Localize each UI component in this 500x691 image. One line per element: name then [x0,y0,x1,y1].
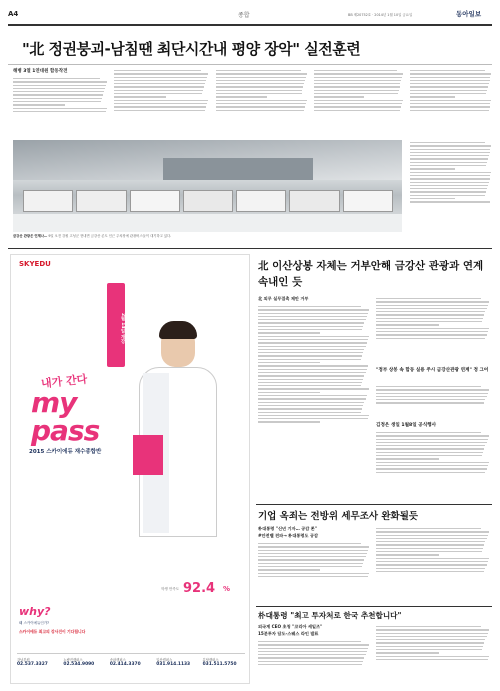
greeked-text-line [376,541,485,542]
greeked-text-line [114,73,208,74]
edition-info: BB 제20752호 · 2014년 1월 10일 금요일 [348,13,413,17]
greeked-text-line [376,629,489,630]
greeked-text-line [258,369,367,370]
greeked-text-line [13,94,103,95]
greeked-text-line [376,308,487,309]
greeked-text-line [376,652,439,653]
lead-col-3 [216,68,308,138]
campus-item: 일산캠퍼스 031.914.1133 [156,658,191,667]
greeked-text-line [258,412,361,413]
greeked-text-line [258,559,364,560]
greeked-text-line [410,182,489,183]
greeked-text-line [216,77,306,78]
greeked-text-line [314,110,400,111]
greeked-text-line [314,103,402,104]
mid-rule [8,248,492,249]
greeked-text-line [114,77,207,78]
ad-campus-list [17,653,245,679]
greeked-text-line [410,201,490,202]
article2-col-2a [376,296,490,366]
greeked-text-line [376,458,439,459]
campus-item: 분당캠퍼스 031.511.5750 [202,658,237,667]
ad-stat-label: 학생 만족도 [161,587,180,591]
greeked-text-line [376,642,484,643]
greeked-text-line [314,93,398,94]
campus-item: 송파캠퍼스 02.414.3370 [109,658,141,667]
greeked-text-line [376,448,484,449]
greeked-text-line [13,78,100,79]
greeked-text-line [376,393,488,394]
greeked-text-line [410,172,491,173]
greeked-text-line [114,96,166,97]
campus-item: 노량진캠퍼스 02.534.9090 [63,658,95,667]
greeked-text-line [258,405,363,406]
person-hair [159,321,197,339]
greeked-text-line [258,349,364,350]
greeked-text-line [376,639,485,640]
greeked-text-line [410,80,490,81]
greeked-text-line [258,355,362,356]
greeked-text-line [376,626,481,627]
page-header [8,8,492,24]
greeked-text-line [258,362,320,363]
greeked-text-line [258,543,361,544]
article4-col-1 [258,639,370,683]
ad-person [121,325,231,585]
greeked-text-line [376,568,485,569]
greeked-text-line [258,550,368,551]
article4-kicker: 외국계 CEO 초청 "코리아 세일즈" [258,624,323,629]
greeked-text-line [258,408,362,409]
greeked-text-line [410,110,489,111]
article2-subhead-1: "정부 상봉 속 합동 실용 주시 금강산관광 연계" 정 그어 [376,368,489,373]
greeked-text-line [376,564,487,565]
greeked-text-line [410,165,486,166]
greeked-text-line [376,338,485,339]
section-name: 종합 [238,12,250,19]
greeked-text-line [376,452,483,453]
ad-why: why? [19,605,51,618]
lead-headline: "北 정권붕괴-남침땐 최단시간내 평양 장악" 실전훈련 [22,40,361,58]
greeked-text-line [258,365,368,366]
greeked-text-line [410,162,487,163]
greeked-text-line [410,185,488,186]
greeked-text-line [314,77,402,78]
greeked-text-line [376,659,488,660]
snow-ground [13,214,402,232]
greeked-text-line [258,654,366,655]
lead-side-col [410,140,492,244]
greeked-text-line [376,656,489,657]
ad-stat [161,581,245,607]
greeked-text-line [258,329,362,330]
greeked-text-line [376,528,481,529]
greeked-text-line [376,305,488,306]
greeked-text-line [410,198,455,199]
article3-rule [256,504,492,505]
greeked-text-line [410,93,486,94]
lead-rule [8,64,492,65]
greeked-text-line [376,455,482,456]
greeked-text-line [410,103,490,104]
greeked-text-line [410,178,490,179]
greeked-text-line [258,641,361,642]
greeked-text-line [258,661,363,662]
bus-parking-photo [13,140,402,232]
greeked-text-line [258,664,362,665]
article3-kicker2: #안전벨 전파→ 朴대통령도 공감 [258,533,319,538]
greeked-text-line [376,386,481,387]
greeked-text-line [376,311,485,312]
greeked-text-line [258,392,320,393]
page-number: A4 [8,10,19,18]
greeked-text-line [376,544,484,545]
greeked-text-line [216,86,303,87]
greeked-text-line [376,432,481,433]
greeked-text-line [376,636,487,637]
greeked-text-line [216,70,301,71]
greeked-text-line [258,648,368,649]
greeked-text-line [314,80,401,81]
greeked-text-line [410,83,489,84]
greeked-text-line [258,372,366,373]
greeked-text-line [410,188,487,189]
greeked-text-line [314,100,403,101]
greeked-text-line [13,111,106,112]
greeked-text-line [376,298,481,299]
ad-why-block [19,605,139,645]
greeked-text-line [258,569,320,570]
skyedu-ad [10,254,250,684]
greeked-text-line [376,396,487,397]
greeked-text-line [376,324,439,325]
article2-col-1 [258,304,370,500]
greeked-text-line [216,80,305,81]
greeked-text-line [114,106,206,107]
article4-col-2 [376,624,490,683]
greeked-text-line [216,100,307,101]
article3-kicker: 朴대통령 "신년 기자… 공감 톤" [258,526,318,531]
greeked-text-line [258,644,369,645]
greeked-text-line [258,346,366,347]
greeked-text-line [376,314,484,315]
greeked-text-line [258,379,363,380]
greeked-text-line [258,415,369,416]
greeked-text-line [258,563,363,564]
greeked-text-line [216,103,306,104]
greeked-text-line [376,331,488,332]
lead-col-4 [314,68,404,138]
greeked-text-line [258,336,369,337]
greeked-text-line [376,535,488,536]
greeked-text-line [13,85,106,86]
greeked-text-line [410,106,490,107]
greeked-text-line [216,73,307,74]
greeked-text-line [114,80,206,81]
ad-year-label: 2015 스카이에듀 재수종합반 [29,449,102,455]
greeked-text-line [114,90,203,91]
greeked-text-line [410,158,488,159]
article2-subhead-2: 김정은 생일 1월8일 공식행사 [376,423,437,428]
greeked-text-line [314,96,364,97]
greeked-text-line [376,462,489,463]
greeked-text-line [114,86,204,87]
greeked-text-line [376,328,489,329]
greeked-text-line [216,90,302,91]
greeked-text-line [13,88,105,89]
greeked-text-line [314,70,397,71]
bus-row [23,190,393,212]
greeked-text-line [114,83,205,84]
greeked-text-line [258,573,369,574]
greeked-text-line [376,435,489,436]
ad-stat-unit: % [223,585,231,593]
greeked-text-line [376,445,485,446]
article2-kicker: 北 외무 실무접촉 제안 거부 [258,296,309,301]
greeked-text-line [13,98,102,99]
article4-kicker2: 15분투자 담도-스웨스 라인 발표 [258,631,319,636]
greeked-text-line [376,468,487,469]
greeked-text-line [258,657,364,658]
greeked-text-line [114,93,202,94]
greeked-text-line [216,96,267,97]
greeked-text-line [258,388,369,389]
greeked-text-line [114,100,208,101]
ad-brand: SKYEDU [19,260,51,268]
ad-product: my pass [31,386,100,447]
lead-col-2 [114,68,209,138]
greeked-text-line [410,142,485,143]
greeked-text-line [258,546,369,547]
greeked-text-line [376,472,485,473]
greeked-text-line [216,83,304,84]
greeked-text-line [410,168,455,169]
greeked-text-line [258,319,366,320]
article2-headline: 北 이산상봉 자체는 거부안해 금강산 관광과 연계 속내인 듯 [258,260,484,288]
lead-kicker: 해병 3열 1연대원 합동작전 [13,69,68,74]
greeked-text-line [376,318,483,319]
greeked-text-line [258,651,367,652]
greeked-text-line [258,309,369,310]
greeked-text-line [258,359,361,360]
greeked-text-line [13,101,101,102]
greeked-text-line [410,77,490,78]
greeked-text-line [410,195,485,196]
lead-col-1 [13,76,108,138]
greeked-text-line [376,571,484,572]
greeked-text-line [376,334,487,335]
greeked-text-line [114,110,205,111]
greeked-text-line [410,86,488,87]
article4-headline: 朴대통령 "최고 투자처로 한국 추천합니다" [258,611,402,620]
greeked-text-line [376,633,488,634]
article2-col-2b [376,384,490,420]
ad-why-sub: 왜 스카이에듀인가? [19,621,50,625]
photo-caption-title: 금강산 관광은 언제나… [13,234,48,238]
greeked-text-line [258,313,368,314]
greeked-text-line [258,402,364,403]
ad-tagline: 내가 간다 [40,372,88,391]
greeked-text-line [410,191,486,192]
greeked-text-line [410,73,491,74]
greeked-text-line [376,554,439,555]
greeked-text-line [376,538,487,539]
article4-rule [256,606,492,607]
greeked-text-line [376,551,482,552]
article3-col-1 [258,541,370,603]
greeked-text-line [410,149,490,150]
greeked-text-line [258,342,367,343]
greeked-text-line [410,100,491,101]
greeked-text-line [258,339,368,340]
greeked-text-line [258,375,364,376]
greeked-text-line [376,389,489,390]
greeked-text-line [314,86,400,87]
greeked-text-line [376,558,489,559]
greeked-text-line [258,326,363,327]
greeked-text-line [13,91,104,92]
photo-caption-body: 9일 오전 강원 고성군 현내면 금강산 콘도 인근 주차장에 관광버스들이 대기하고 있다. [48,234,172,238]
greeked-text-line [258,566,362,567]
greeked-text-line [13,108,107,109]
greeked-text-line [376,465,488,466]
greeked-text-line [410,175,490,176]
article3-col-2 [376,526,490,603]
greeked-text-line [376,321,482,322]
greeked-text-line [376,548,483,549]
greeked-text-line [410,145,491,146]
greeked-text-line [376,399,485,400]
greeked-text-line [410,70,485,71]
greeked-text-line [216,93,302,94]
greeked-text-line [410,155,489,156]
greeked-text-line [258,418,368,419]
greeked-text-line [258,316,367,317]
greeked-text-line [258,332,320,333]
campus-item: 강남본원 02.537.3327 [17,658,48,667]
greeked-text-line [258,322,364,323]
greeked-text-line [216,106,305,107]
greeked-text-line [258,352,363,353]
ad-badge-text: 2월 14일 개강 [120,312,125,344]
article3-headline: 기업 옥죄는 전방위 세무조사 완화될듯 [258,511,419,522]
greeked-text-line [258,556,366,557]
greeked-text-line [376,442,487,443]
greeked-text-line [314,83,400,84]
ad-stat-value: 92.4 [183,581,216,596]
greeked-text-line [258,421,320,422]
greeked-text-line [314,106,401,107]
lead-col-5 [410,68,492,138]
greeked-text-line [13,104,65,105]
photo-caption [13,234,402,244]
paper-logo: 동아일보 [456,10,482,18]
ad-why-line: 스카이에듀 최고의 강사진이 기다립니다 [19,629,86,634]
greeked-text-line [216,110,304,111]
building-shape [163,158,313,180]
greeked-text-line [410,90,487,91]
greeked-text-line [114,70,201,71]
greeked-text-line [258,398,366,399]
greeked-text-line [258,553,367,554]
greeked-text-line [376,402,484,403]
greeked-text-line [410,96,455,97]
greeked-text-line [258,306,361,307]
greeked-text-line [376,439,488,440]
article2-col-2c [376,430,490,500]
header-rule [8,24,492,26]
greeked-text-line [13,81,107,82]
greeked-text-line [376,649,482,650]
greeked-text-line [376,531,489,532]
greeked-text-line [376,301,489,302]
greeked-text-line [376,561,488,562]
greeked-text-line [114,103,207,104]
greeked-text-line [258,385,361,386]
greeked-text-line [410,152,490,153]
greeked-text-line [376,646,483,647]
greeked-text-line [258,576,368,577]
greeked-text-line [258,395,367,396]
greeked-text-line [314,73,403,74]
greeked-text-line [314,90,399,91]
greeked-text-line [258,382,362,383]
